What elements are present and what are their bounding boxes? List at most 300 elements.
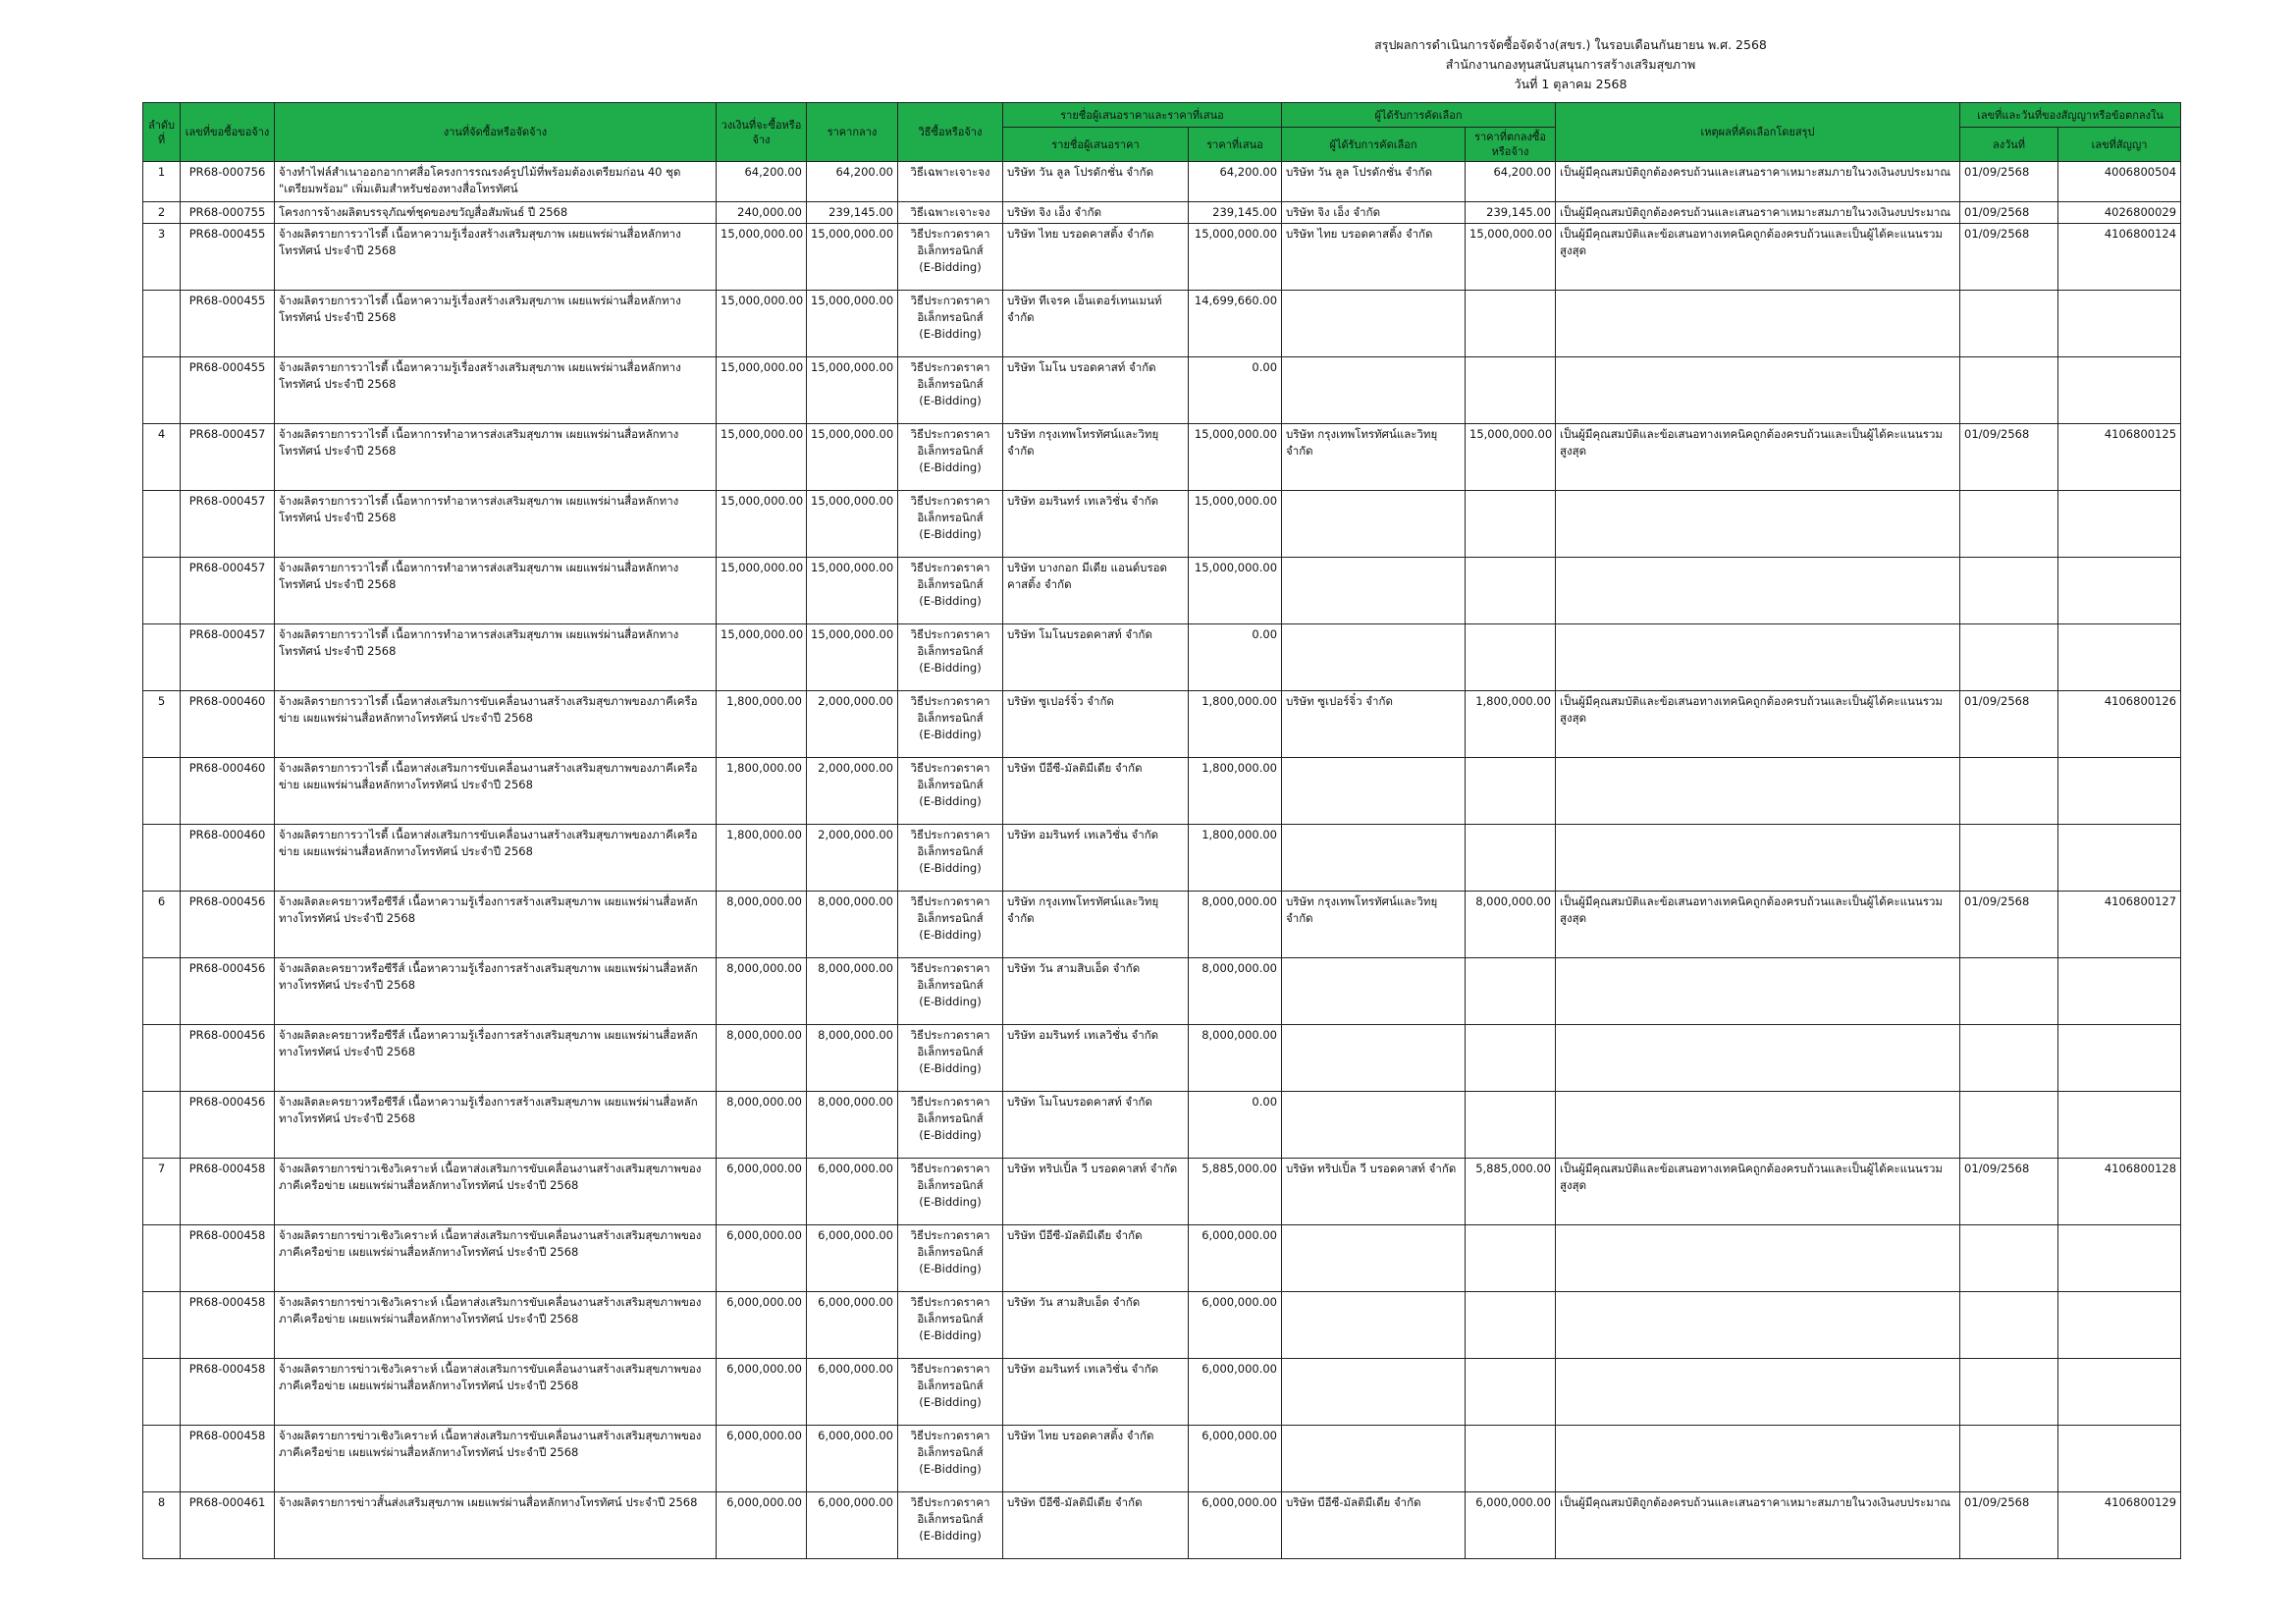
method-line: วิธีประกวดราคา <box>910 561 990 574</box>
cell-selected <box>1282 357 1466 424</box>
cell-selected <box>1282 1092 1466 1159</box>
cell-agreed-price <box>1466 1426 1556 1492</box>
method-line: อิเล็กทรอนิกส์ <box>917 1512 984 1526</box>
cell-budget: 6,000,000.00 <box>717 1292 807 1359</box>
cell-bidder: บริษัท บีอีซี-มัลติมีเดีย จำกัด <box>1003 1225 1189 1292</box>
cell-bid-price: 0.00 <box>1189 1092 1282 1159</box>
cell-no <box>143 291 181 357</box>
cell-item: จ้างผลิตรายการข่าวสั้นส่งเสริมสุขภาพ เผยแพร่ผ่านสื่อหลักทางโทรทัศน์ ประจำปี 2568 <box>275 1492 717 1559</box>
method-line: อิเล็กทรอนิกส์ <box>917 1445 984 1459</box>
cell-bid-price: 15,000,000.00 <box>1189 491 1282 558</box>
cell-budget: 15,000,000.00 <box>717 624 807 691</box>
cell-reason: เป็นผู้มีคุณสมบัติและข้อเสนอทางเทคนิคถูกต้องครบถ้วนและเป็นผู้ได้คะแนนรวมสูงสุด <box>1556 892 1960 958</box>
method-line: (E-Bidding) <box>919 260 982 274</box>
cell-bidder: บริษัท บีอีซี-มัลติมีเดีย จำกัด <box>1003 758 1189 825</box>
table-row <box>143 424 2181 491</box>
cell-budget: 8,000,000.00 <box>717 1025 807 1092</box>
cell-reason <box>1556 1025 1960 1092</box>
cell-bid-price: 5,885,000.00 <box>1189 1159 1282 1225</box>
cell-reason <box>1556 1092 1960 1159</box>
cell-method <box>898 1426 1003 1492</box>
cell-contract-date: 01/09/2568 <box>1960 691 2058 758</box>
method-line: วิธีประกวดราคา <box>910 294 990 307</box>
cell-pr-number: PR68-000457 <box>181 558 275 624</box>
method-line: วิธีประกวดราคา <box>910 961 990 975</box>
cell-bid-price: 1,800,000.00 <box>1189 825 1282 892</box>
method-line: วิธีประกวดราคา <box>910 1495 990 1509</box>
method-line: อิเล็กทรอนิกส์ <box>917 1111 984 1125</box>
method-line: (E-Bidding) <box>919 794 982 808</box>
method-line: (E-Bidding) <box>919 527 982 541</box>
cell-median-price: 8,000,000.00 <box>807 958 898 1025</box>
cell-reason: เป็นผู้มีคุณสมบัติและข้อเสนอทางเทคนิคถูกต้องครบถ้วนและเป็นผู้ได้คะแนนรวมสูงสุด <box>1556 224 1960 291</box>
method-line: วิธีประกวดราคา <box>910 1095 990 1109</box>
table-row <box>143 558 2181 624</box>
header-agreed-price: ราคาที่ตกลงซื้อหรือจ้าง <box>1466 128 1556 162</box>
cell-method <box>898 424 1003 491</box>
cell-method <box>898 558 1003 624</box>
cell-selected <box>1282 758 1466 825</box>
method-line: อิเล็กทรอนิกส์ <box>917 1379 984 1392</box>
header-item: งานที่จัดซื้อหรือจัดจ้าง <box>275 103 717 162</box>
method-line: วิธีประกวดราคา <box>910 828 990 841</box>
cell-bidder: บริษัท โมโนบรอดคาสท์ จำกัด <box>1003 624 1189 691</box>
table-row <box>143 162 2181 202</box>
cell-bid-price: 15,000,000.00 <box>1189 224 1282 291</box>
cell-no: 3 <box>143 224 181 291</box>
method-line: อิเล็กทรอนิกส์ <box>917 1045 984 1058</box>
cell-median-price: 6,000,000.00 <box>807 1359 898 1426</box>
method-line: (E-Bidding) <box>919 928 982 942</box>
cell-contract-number: 4106800124 <box>2058 224 2181 291</box>
cell-bidder: บริษัท ทีเจรค เอ็นเตอร์เทนเมนท์ จำกัด <box>1003 291 1189 357</box>
method-line: วิธีเฉพาะเจาะจง <box>910 165 990 179</box>
method-line: (E-Bidding) <box>919 327 982 341</box>
cell-item: จ้างผลิตรายการวาไรตี้ เนื้อหาการทำอาหารส่งเสริมสุขภาพ เผยแพร่ผ่านสื่อหลักทางโทรทัศน์ ประจำปี 2568 <box>275 624 717 691</box>
cell-method <box>898 1025 1003 1092</box>
method-line: (E-Bidding) <box>919 1529 982 1543</box>
cell-reason <box>1556 758 1960 825</box>
cell-pr-number: PR68-000457 <box>181 491 275 558</box>
method-line: (E-Bidding) <box>919 661 982 675</box>
cell-budget: 8,000,000.00 <box>717 1092 807 1159</box>
cell-bid-price: 1,800,000.00 <box>1189 758 1282 825</box>
cell-median-price: 15,000,000.00 <box>807 424 898 491</box>
method-line: อิเล็กทรอนิกส์ <box>917 377 984 391</box>
cell-budget: 15,000,000.00 <box>717 291 807 357</box>
cell-method <box>898 624 1003 691</box>
cell-contract-number <box>2058 357 2181 424</box>
method-line: อิเล็กทรอนิกส์ <box>917 1312 984 1326</box>
method-line: อิเล็กทรอนิกส์ <box>917 778 984 791</box>
cell-pr-number: PR68-000455 <box>181 224 275 291</box>
cell-budget: 1,800,000.00 <box>717 825 807 892</box>
header-selected: ผู้ได้รับการคัดเลือก <box>1282 128 1466 162</box>
cell-selected <box>1282 1292 1466 1359</box>
cell-pr-number: PR68-000455 <box>181 291 275 357</box>
cell-contract-number: 4026800029 <box>2058 202 2181 224</box>
cell-bidder: บริษัท อมรินทร์ เทเลวิชั่น จำกัด <box>1003 825 1189 892</box>
cell-selected <box>1282 1359 1466 1426</box>
cell-median-price: 15,000,000.00 <box>807 291 898 357</box>
cell-contract-date: 01/09/2568 <box>1960 162 2058 202</box>
cell-reason <box>1556 1359 1960 1426</box>
cell-bidder: บริษัท โมโน บรอดคาสท์ จำกัด <box>1003 357 1189 424</box>
table-row <box>143 758 2181 825</box>
cell-no: 4 <box>143 424 181 491</box>
cell-agreed-price: 239,145.00 <box>1466 202 1556 224</box>
cell-selected <box>1282 291 1466 357</box>
method-line: วิธีประกวดราคา <box>910 1028 990 1042</box>
cell-bid-price: 8,000,000.00 <box>1189 1025 1282 1092</box>
table-row <box>143 624 2181 691</box>
cell-budget: 8,000,000.00 <box>717 958 807 1025</box>
cell-bid-price: 6,000,000.00 <box>1189 1359 1282 1426</box>
header-contract-group: เลขที่และวันที่ของสัญญาหรือข้อตกลงใน <box>1960 103 2181 128</box>
cell-item: จ้างผลิตรายการข่าวเชิงวิเคราะห์ เนื้อหาส่งเสริมการขับเคลื่อนงานสร้างเสริมสุขภาพของภาคีเครือข่าย เผยแพร่ผ่านสื่อหลักทางโทรทัศน์ ประจำปี 2568 <box>275 1292 717 1359</box>
method-line: วิธีประกวดราคา <box>910 761 990 775</box>
method-line: อิเล็กทรอนิกส์ <box>917 444 984 458</box>
cell-bidder: บริษัท อมรินทร์ เทเลวิชั่น จำกัด <box>1003 491 1189 558</box>
method-line: อิเล็กทรอนิกส์ <box>917 1178 984 1192</box>
cell-method <box>898 1359 1003 1426</box>
cell-bidder: บริษัท บีอีซี-มัลติมีเดีย จำกัด <box>1003 1492 1189 1559</box>
cell-agreed-price <box>1466 558 1556 624</box>
cell-item: จ้างผลิตละครยาวหรือซีรีส์ เนื้อหาความรู้เรื่องการสร้างเสริมสุขภาพ เผยแพร่ผ่านสื่อหลักทางโทรทัศน์ ประจำปี 2568 <box>275 958 717 1025</box>
cell-no <box>143 491 181 558</box>
cell-no: 8 <box>143 1492 181 1559</box>
cell-median-price: 8,000,000.00 <box>807 1092 898 1159</box>
method-line: วิธีประกวดราคา <box>910 1162 990 1175</box>
table-row <box>143 1292 2181 1359</box>
cell-no <box>143 1359 181 1426</box>
cell-pr-number: PR68-000756 <box>181 162 275 202</box>
cell-item: จ้างผลิตรายการวาไรตี้ เนื้อหาความรู้เรื่องสร้างเสริมสุขภาพ เผยแพร่ผ่านสื่อหลักทางโทรทัศน์ ประจำปี 2568 <box>275 291 717 357</box>
cell-agreed-price: 8,000,000.00 <box>1466 892 1556 958</box>
cell-agreed-price <box>1466 1292 1556 1359</box>
cell-reason <box>1556 825 1960 892</box>
cell-bidder: บริษัท จิง เอ็ง จำกัด <box>1003 202 1189 224</box>
cell-contract-date: 01/09/2568 <box>1960 1159 2058 1225</box>
cell-bidder: บริษัท อมรินทร์ เทเลวิชั่น จำกัด <box>1003 1359 1189 1426</box>
method-line: (E-Bidding) <box>919 594 982 608</box>
table-row <box>143 892 2181 958</box>
cell-bid-price: 15,000,000.00 <box>1189 558 1282 624</box>
cell-budget: 240,000.00 <box>717 202 807 224</box>
cell-item: จ้างผลิตรายการวาไรตี้ เนื้อหาความรู้เรื่องสร้างเสริมสุขภาพ เผยแพร่ผ่านสื่อหลักทางโทรทัศน์ ประจำปี 2568 <box>275 224 717 291</box>
cell-bidder: บริษัท วัน ลูล โปรดักชั่น จำกัด <box>1003 162 1189 202</box>
cell-median-price: 15,000,000.00 <box>807 357 898 424</box>
method-line: อิเล็กทรอนิกส์ <box>917 1245 984 1259</box>
cell-contract-number <box>2058 1025 2181 1092</box>
cell-pr-number: PR68-000456 <box>181 892 275 958</box>
cell-budget: 64,200.00 <box>717 162 807 202</box>
table-row <box>143 1025 2181 1092</box>
cell-agreed-price <box>1466 825 1556 892</box>
cell-bid-price: 6,000,000.00 <box>1189 1292 1282 1359</box>
cell-selected: บริษัท วัน ลูล โปรดักชั่น จำกัด <box>1282 162 1466 202</box>
cell-method <box>898 958 1003 1025</box>
cell-method <box>898 892 1003 958</box>
cell-pr-number: PR68-000461 <box>181 1492 275 1559</box>
table-row <box>143 958 2181 1025</box>
cell-method <box>898 1225 1003 1292</box>
method-line: อิเล็กทรอนิกส์ <box>917 844 984 858</box>
cell-pr-number: PR68-000458 <box>181 1159 275 1225</box>
cell-reason <box>1556 1225 1960 1292</box>
cell-method <box>898 1159 1003 1225</box>
cell-no: 1 <box>143 162 181 202</box>
cell-bid-price: 0.00 <box>1189 624 1282 691</box>
cell-budget: 15,000,000.00 <box>717 558 807 624</box>
cell-contract-date: 01/09/2568 <box>1960 424 2058 491</box>
agency-name: สำนักงานกองทุนสนับสนุนการสร้างเสริมสุขภาพ <box>1445 57 1696 72</box>
cell-pr-number: PR68-000457 <box>181 624 275 691</box>
cell-median-price: 2,000,000.00 <box>807 758 898 825</box>
cell-item: จ้างผลิตรายการวาไรตี้ เนื้อหาการทำอาหารส่งเสริมสุขภาพ เผยแพร่ผ่านสื่อหลักทางโทรทัศน์ ประจำปี 2568 <box>275 424 717 491</box>
cell-agreed-price: 15,000,000.00 <box>1466 224 1556 291</box>
cell-contract-number <box>2058 958 2181 1025</box>
cell-item: จ้างผลิตรายการวาไรตี้ เนื้อหาการทำอาหารส่งเสริมสุขภาพ เผยแพร่ผ่านสื่อหลักทางโทรทัศน์ ประจำปี 2568 <box>275 491 717 558</box>
cell-contract-date <box>1960 958 2058 1025</box>
cell-no <box>143 624 181 691</box>
cell-item: จ้างผลิตรายการข่าวเชิงวิเคราะห์ เนื้อหาส่งเสริมการขับเคลื่อนงานสร้างเสริมสุขภาพของภาคีเครือข่าย เผยแพร่ผ่านสื่อหลักทางโทรทัศน์ ประจำปี 2568 <box>275 1359 717 1426</box>
cell-contract-date: 01/09/2568 <box>1960 1492 2058 1559</box>
cell-method <box>898 202 1003 224</box>
cell-contract-number <box>2058 825 2181 892</box>
header-budget: วงเงินที่จะซื้อหรือจ้าง <box>717 103 807 162</box>
cell-reason: เป็นผู้มีคุณสมบัติและข้อเสนอทางเทคนิคถูกต้องครบถ้วนและเป็นผู้ได้คะแนนรวมสูงสุด <box>1556 691 1960 758</box>
cell-method <box>898 357 1003 424</box>
cell-agreed-price <box>1466 1092 1556 1159</box>
cell-median-price: 8,000,000.00 <box>807 892 898 958</box>
cell-bid-price: 6,000,000.00 <box>1189 1426 1282 1492</box>
header-pr-number: เลขที่ขอซื้อขอจ้าง <box>181 103 275 162</box>
cell-contract-number <box>2058 758 2181 825</box>
cell-budget: 8,000,000.00 <box>717 892 807 958</box>
cell-no: 6 <box>143 892 181 958</box>
cell-contract-date: 01/09/2568 <box>1960 224 2058 291</box>
method-line: อิเล็กทรอนิกส์ <box>917 644 984 658</box>
method-line: วิธีประกวดราคา <box>910 427 990 441</box>
cell-contract-date <box>1960 291 2058 357</box>
cell-agreed-price: 64,200.00 <box>1466 162 1556 202</box>
cell-median-price: 15,000,000.00 <box>807 558 898 624</box>
cell-item: โครงการจ้างผลิตบรรจุภัณฑ์ชุดของขวัญสื่อสัมพันธ์ ปี 2568 <box>275 202 717 224</box>
cell-median-price: 15,000,000.00 <box>807 224 898 291</box>
cell-selected: บริษัท ทริปเปิ้ล วี บรอดคาสท์ จำกัด <box>1282 1159 1466 1225</box>
cell-budget: 6,000,000.00 <box>717 1159 807 1225</box>
cell-no <box>143 558 181 624</box>
cell-item: จ้างผลิตรายการวาไรตี้ เนื้อหาส่งเสริมการขับเคลื่อนงานสร้างเสริมสุขภาพของภาคีเครือข่าย เผยแพร่ผ่านสื่อหลักทางโทรทัศน์ ประจำปี 2568 <box>275 758 717 825</box>
cell-median-price: 239,145.00 <box>807 202 898 224</box>
cell-bidder: บริษัท ไทย บรอดคาสติ้ง จำกัด <box>1003 224 1189 291</box>
cell-contract-number: 4106800129 <box>2058 1492 2181 1559</box>
cell-contract-date <box>1960 357 2058 424</box>
cell-budget: 6,000,000.00 <box>717 1225 807 1292</box>
cell-selected <box>1282 958 1466 1025</box>
cell-agreed-price <box>1466 357 1556 424</box>
cell-pr-number: PR68-000456 <box>181 1092 275 1159</box>
cell-pr-number: PR68-000456 <box>181 958 275 1025</box>
table-row <box>143 691 2181 758</box>
cell-selected <box>1282 558 1466 624</box>
method-line: (E-Bidding) <box>919 995 982 1008</box>
cell-median-price: 2,000,000.00 <box>807 691 898 758</box>
method-line: วิธีประกวดราคา <box>910 360 990 374</box>
cell-agreed-price: 5,885,000.00 <box>1466 1159 1556 1225</box>
table-row <box>143 825 2181 892</box>
cell-reason: เป็นผู้มีคุณสมบัติถูกต้องครบถ้วนและเสนอราคาเหมาะสมภายในวงเงินงบประมาณ <box>1556 202 1960 224</box>
header-bid-price: ราคาที่เสนอ <box>1189 128 1282 162</box>
cell-reason <box>1556 558 1960 624</box>
report-date: วันที่ 1 ตุลาคม 2568 <box>1514 77 1628 91</box>
cell-reason <box>1556 357 1960 424</box>
cell-pr-number: PR68-000457 <box>181 424 275 491</box>
cell-bid-price: 8,000,000.00 <box>1189 958 1282 1025</box>
cell-reason <box>1556 491 1960 558</box>
cell-method <box>898 758 1003 825</box>
header-median-price: ราคากลาง <box>807 103 898 162</box>
cell-contract-date <box>1960 1225 2058 1292</box>
cell-bidder: บริษัท บางกอก มีเดีย แอนด์บรอดคาสติ้ง จำกัด <box>1003 558 1189 624</box>
cell-bid-price: 6,000,000.00 <box>1189 1225 1282 1292</box>
method-line: (E-Bidding) <box>919 1262 982 1275</box>
cell-budget: 15,000,000.00 <box>717 491 807 558</box>
cell-contract-number: 4106800126 <box>2058 691 2181 758</box>
cell-contract-number: 4106800127 <box>2058 892 2181 958</box>
cell-method <box>898 825 1003 892</box>
cell-item: จ้างผลิตรายการวาไรตี้ เนื้อหาความรู้เรื่องสร้างเสริมสุขภาพ เผยแพร่ผ่านสื่อหลักทางโทรทัศน์ ประจำปี 2568 <box>275 357 717 424</box>
header-selected-group: ผู้ได้รับการคัดเลือก <box>1282 103 1556 128</box>
table-row <box>143 1359 2181 1426</box>
cell-contract-date <box>1960 558 2058 624</box>
cell-agreed-price <box>1466 624 1556 691</box>
cell-selected: บริษัท กรุงเทพโทรทัศน์และวิทยุ จำกัด <box>1282 424 1466 491</box>
cell-agreed-price <box>1466 758 1556 825</box>
cell-budget: 15,000,000.00 <box>717 357 807 424</box>
method-line: อิเล็กทรอนิกส์ <box>917 911 984 925</box>
cell-reason <box>1556 291 1960 357</box>
cell-median-price: 6,000,000.00 <box>807 1159 898 1225</box>
cell-bidder: บริษัท โมโนบรอดคาสท์ จำกัด <box>1003 1092 1189 1159</box>
cell-contract-date <box>1960 758 2058 825</box>
cell-contract-date <box>1960 1092 2058 1159</box>
method-line: (E-Bidding) <box>919 728 982 741</box>
cell-budget: 6,000,000.00 <box>717 1359 807 1426</box>
cell-selected: บริษัท ไทย บรอดคาสติ้ง จำกัด <box>1282 224 1466 291</box>
cell-pr-number: PR68-000455 <box>181 357 275 424</box>
cell-contract-number <box>2058 624 2181 691</box>
cell-method <box>898 291 1003 357</box>
method-line: (E-Bidding) <box>919 1128 982 1142</box>
cell-selected <box>1282 491 1466 558</box>
cell-median-price: 6,000,000.00 <box>807 1225 898 1292</box>
method-line: อิเล็กทรอนิกส์ <box>917 244 984 257</box>
report-title: สรุปผลการดำเนินการจัดซื้อจัดจ้าง(สขร.) ในรอบเดือนกันยายน พ.ศ. 2568 <box>1374 37 1767 52</box>
cell-budget: 1,800,000.00 <box>717 758 807 825</box>
cell-no <box>143 1426 181 1492</box>
cell-contract-number <box>2058 491 2181 558</box>
cell-contract-number: 4106800128 <box>2058 1159 2181 1225</box>
cell-method <box>898 162 1003 202</box>
cell-contract-date <box>1960 1359 2058 1426</box>
cell-reason: เป็นผู้มีคุณสมบัติและข้อเสนอทางเทคนิคถูกต้องครบถ้วนและเป็นผู้ได้คะแนนรวมสูงสุด <box>1556 424 1960 491</box>
procurement-summary-table <box>142 102 2181 1559</box>
cell-bidder: บริษัท กรุงเทพโทรทัศน์และวิทยุ จำกัด <box>1003 892 1189 958</box>
cell-reason: เป็นผู้มีคุณสมบัติถูกต้องครบถ้วนและเสนอราคาเหมาะสมภายในวงเงินงบประมาณ <box>1556 162 1960 202</box>
cell-contract-date <box>1960 1292 2058 1359</box>
table-row <box>143 1092 2181 1159</box>
cell-selected: บริษัท บีอีซี-มัลติมีเดีย จำกัด <box>1282 1492 1466 1559</box>
cell-item: จ้างผลิตละครยาวหรือซีรีส์ เนื้อหาความรู้เรื่องการสร้างเสริมสุขภาพ เผยแพร่ผ่านสื่อหลักทางโทรทัศน์ ประจำปี 2568 <box>275 1025 717 1092</box>
cell-no <box>143 758 181 825</box>
method-line: (E-Bidding) <box>919 861 982 875</box>
method-line: (E-Bidding) <box>919 1462 982 1476</box>
method-line: วิธีประกวดราคา <box>910 1295 990 1309</box>
method-line: วิธีประกวดราคา <box>910 227 990 241</box>
cell-bidder: บริษัท อมรินทร์ เทเลวิชั่น จำกัด <box>1003 1025 1189 1092</box>
cell-pr-number: PR68-000458 <box>181 1359 275 1426</box>
cell-pr-number: PR68-000460 <box>181 758 275 825</box>
table-row <box>143 291 2181 357</box>
method-line: อิเล็กทรอนิกส์ <box>917 711 984 725</box>
cell-no: 5 <box>143 691 181 758</box>
cell-no: 2 <box>143 202 181 224</box>
header-no: ลำดับที่ <box>143 103 181 162</box>
cell-method <box>898 224 1003 291</box>
cell-bid-price: 8,000,000.00 <box>1189 892 1282 958</box>
cell-no: 7 <box>143 1159 181 1225</box>
cell-median-price: 64,200.00 <box>807 162 898 202</box>
cell-no <box>143 1092 181 1159</box>
header-contract-date: ลงวันที่ <box>1960 128 2058 162</box>
cell-pr-number: PR68-000458 <box>181 1426 275 1492</box>
cell-no <box>143 1292 181 1359</box>
method-line: วิธีประกวดราคา <box>910 1429 990 1442</box>
method-line: วิธีประกวดราคา <box>910 494 990 508</box>
cell-agreed-price <box>1466 958 1556 1025</box>
method-line: วิธีเฉพาะเจาะจง <box>910 205 990 219</box>
cell-pr-number: PR68-000458 <box>181 1225 275 1292</box>
cell-item: จ้างทำไฟล์สำเนาออกอากาศสื่อโครงการรณรงค์รูปไม้ที่พร้อมต้องเตรียมก่อน 40 ชุด "เตรียมพร้อม" เพิ่มเติมสำหรับช่องทางสื่อโทรทัศน์ <box>275 162 717 202</box>
cell-median-price: 6,000,000.00 <box>807 1426 898 1492</box>
cell-reason <box>1556 624 1960 691</box>
cell-no <box>143 357 181 424</box>
cell-reason <box>1556 1426 1960 1492</box>
cell-contract-date <box>1960 1025 2058 1092</box>
cell-method <box>898 1092 1003 1159</box>
header-method: วิธีซื้อหรือจ้าง <box>898 103 1003 162</box>
method-line: (E-Bidding) <box>919 460 982 474</box>
method-line: อิเล็กทรอนิกส์ <box>917 978 984 992</box>
cell-item: จ้างผลิตรายการวาไรตี้ เนื้อหาส่งเสริมการขับเคลื่อนงานสร้างเสริมสุขภาพของภาคีเครือข่าย เผยแพร่ผ่านสื่อหลักทางโทรทัศน์ ประจำปี 2568 <box>275 691 717 758</box>
table-body <box>143 162 2181 1559</box>
cell-budget: 15,000,000.00 <box>717 424 807 491</box>
cell-selected <box>1282 624 1466 691</box>
cell-reason <box>1556 1292 1960 1359</box>
cell-budget: 6,000,000.00 <box>717 1492 807 1559</box>
cell-contract-number <box>2058 1092 2181 1159</box>
cell-budget: 6,000,000.00 <box>717 1426 807 1492</box>
cell-contract-number <box>2058 1292 2181 1359</box>
cell-bidder: บริษัท ซูเปอร์จิ๋ว จำกัด <box>1003 691 1189 758</box>
cell-median-price: 6,000,000.00 <box>807 1292 898 1359</box>
cell-bid-price: 0.00 <box>1189 357 1282 424</box>
table-header <box>143 103 2181 162</box>
cell-contract-number <box>2058 1426 2181 1492</box>
cell-item: จ้างผลิตรายการวาไรตี้ เนื้อหาการทำอาหารส่งเสริมสุขภาพ เผยแพร่ผ่านสื่อหลักทางโทรทัศน์ ประจำปี 2568 <box>275 558 717 624</box>
